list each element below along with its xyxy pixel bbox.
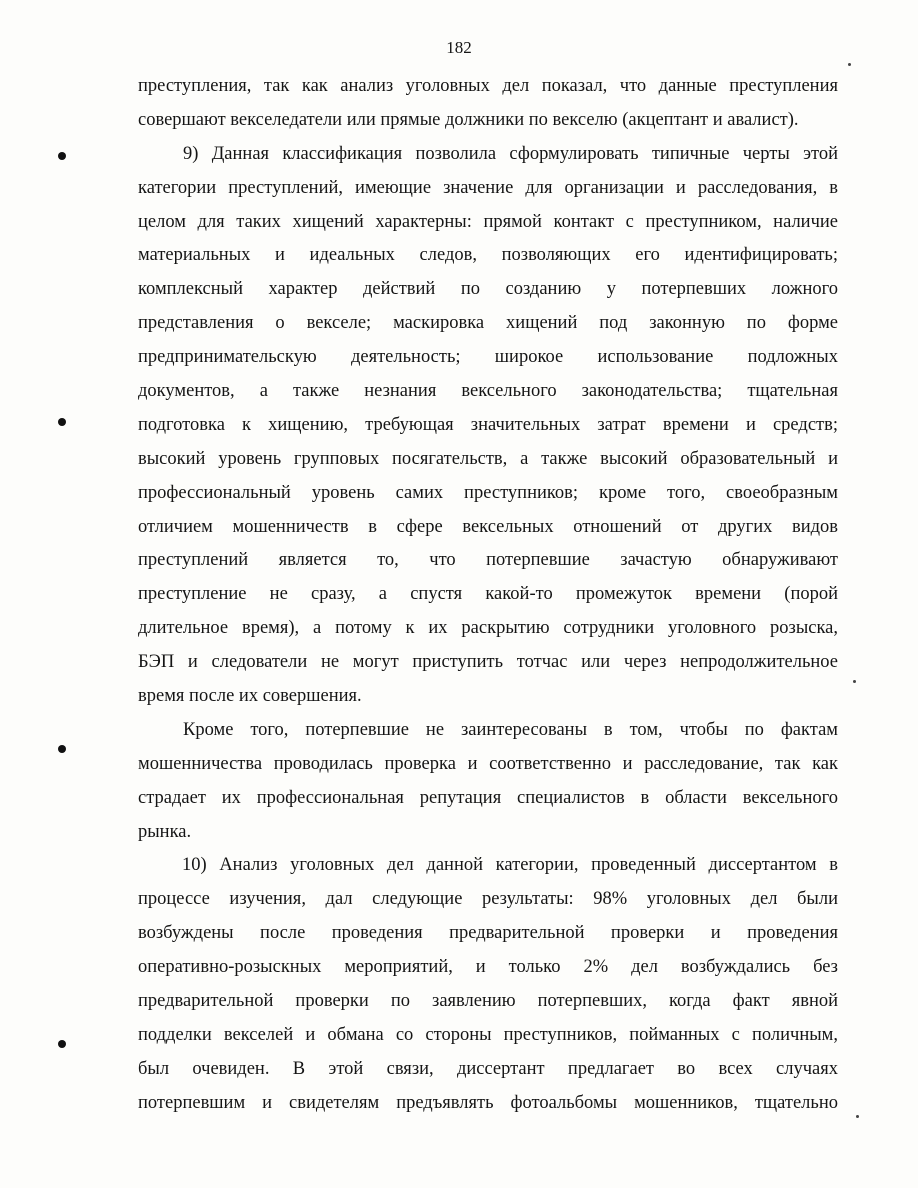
text-line: рынка. (138, 821, 192, 842)
text-line: БЭП и следователи не могут приступить тотчас или через непродолжительное (138, 652, 838, 673)
text-line: время после их совершения. (138, 686, 362, 707)
text-line: совершают векселедатели или прямые должники по векселю (акцептант и авалист). (138, 109, 799, 130)
text-line: профессиональный уровень самих преступников; кроме того, своеобразным (138, 482, 838, 503)
text-line: потерпевшим и свидетелям предъявлять фотоальбомы мошенников, тщательно (138, 1092, 838, 1113)
text-line: страдает их профессиональная репутация специалистов в области вексельного (138, 787, 838, 808)
text-line: был очевиден. В этой связи, диссертант предлагает во всех случаях (138, 1058, 838, 1079)
text-line: возбуждены после проведения предварительной проверки и проведения (138, 923, 838, 944)
margin-hole-mark (58, 745, 66, 753)
text-line: процессе изучения, дал следующие результаты: 98% уголовных дел были (138, 889, 838, 910)
text-line: преступление не сразу, а спустя какой-то промежуток времени (порой (138, 584, 838, 605)
text-line: представления о векселе; маскировка хищений под законную по форме (138, 313, 838, 334)
text-line: отличием мошенничеств в сфере вексельных отношений от других видов (138, 516, 838, 537)
scan-speck (853, 680, 856, 683)
text-line: предпринимательскую деятельность; широкое использование подложных (138, 347, 838, 368)
text-line: оперативно-розыскных мероприятий, и только 2% дел возбуждались без (138, 957, 838, 978)
text-line: 9) Данная классификация позволила сформулировать типичные черты этой (183, 143, 838, 164)
text-line: мошенничества проводилась проверка и соответственно и расследование, так как (138, 753, 838, 774)
paragraph (138, 849, 838, 1120)
text-line: документов, а также незнания вексельного законодательства; тщательная (138, 381, 838, 402)
text-line: преступления, так как анализ уголовных дел показал, что данные преступления (138, 76, 838, 96)
scan-speck (856, 1115, 859, 1118)
margin-hole-mark (58, 152, 66, 160)
text-line: высокий уровень групповых посягательств, а также высокий образовательный и (138, 448, 838, 469)
text-line: категории преступлений, имеющие значение для организации и расследования, в (138, 177, 838, 198)
text-line: преступлений является то, что потерпевшие зачастую обнаруживают (138, 550, 838, 571)
text-line: предварительной проверки по заявлению потерпевших, когда факт явной (138, 991, 838, 1012)
paragraph (138, 70, 838, 138)
margin-hole-mark (58, 1040, 66, 1048)
text-line: целом для таких хищений характерны: прямой контакт с преступником, наличие (138, 211, 838, 232)
text-line: комплексный характер действий по созданию у потерпевших ложного (138, 279, 838, 300)
document-body (138, 70, 838, 1121)
scan-speck (848, 63, 851, 66)
text-line: Кроме того, потерпевшие не заинтересованы в том, чтобы по фактам (183, 719, 838, 740)
text-line: материальных и идеальных следов, позволяющих его идентифицировать; (138, 245, 838, 266)
text-line: длительное время), а потому к их раскрытию сотрудники уголовного розыска, (138, 618, 838, 639)
paragraph (138, 714, 838, 850)
text-line: подготовка к хищению, требующая значительных затрат времени и средств; (138, 414, 838, 435)
paragraph (138, 138, 838, 714)
text-line: 10) Анализ уголовных дел данной категории, проведенный диссертантом в (182, 855, 838, 876)
text-line: подделки векселей и обмана со стороны преступников, пойманных с поличным, (138, 1024, 838, 1045)
page-number: 182 (446, 38, 472, 57)
margin-hole-mark (58, 418, 66, 426)
